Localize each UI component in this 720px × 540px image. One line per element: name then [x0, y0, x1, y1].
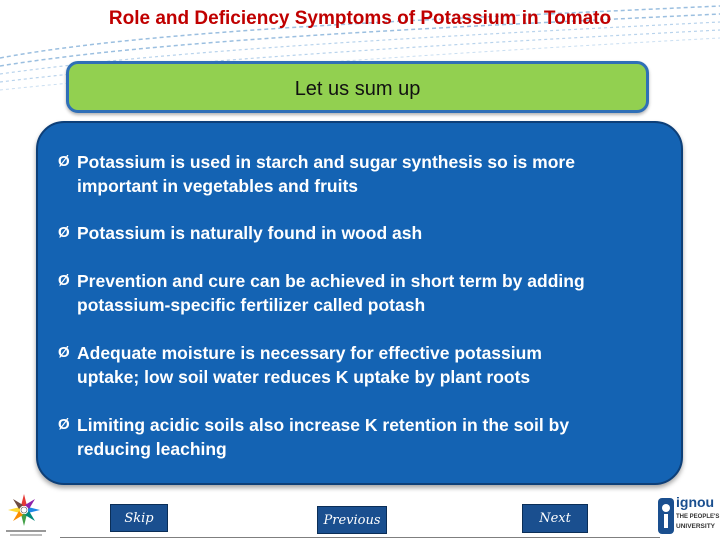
- summary-bullet: [58, 221, 678, 245]
- bullet-text-line: uptake; low soil water reduces K uptake by plant roots: [77, 367, 531, 387]
- arrow-bullet-icon: Ø: [58, 272, 70, 289]
- arrow-bullet-icon: Ø: [58, 416, 70, 433]
- bullet-text-line: reducing leaching: [77, 439, 227, 459]
- summary-bullet: [58, 150, 678, 198]
- bullet-text-line: Adequate moisture is necessary for effective potassium: [77, 343, 542, 363]
- next-button[interactable]: Next: [522, 504, 588, 533]
- page-title: Role and Deficiency Symptoms of Potassium in Tomato: [108, 8, 612, 29]
- institute-logo-icon: [0, 490, 56, 540]
- skip-button[interactable]: Skip: [110, 504, 168, 532]
- summary-heading: Let us sum up: [294, 77, 421, 100]
- arrow-bullet-icon: Ø: [58, 224, 70, 241]
- summary-bullet: [58, 269, 678, 317]
- ignou-logo: [654, 494, 720, 538]
- bullet-text-line: potassium-specific fertilizer called potash: [77, 295, 426, 315]
- summary-bullet: [58, 413, 678, 461]
- ignou-emblem-icon: [656, 496, 676, 536]
- previous-button[interactable]: Previous: [317, 506, 387, 534]
- bullet-text-line: important in vegetables and fruits: [77, 176, 359, 196]
- bullet-text-line: Potassium is used in starch and sugar synthesis so is more: [77, 152, 575, 172]
- bullet-text-line: Potassium is naturally found in wood ash: [77, 223, 423, 243]
- summary-heading-bar: [66, 61, 649, 113]
- logo-text-university: UNIVERSITY: [676, 523, 716, 530]
- bullet-text-line: Limiting acidic soils also increase K retention in the soil by: [77, 415, 570, 435]
- summary-bullet: [58, 341, 678, 389]
- summary-content-box: [36, 121, 683, 485]
- footer-divider: [60, 537, 660, 538]
- logo-text-peoples: THE PEOPLE'S: [676, 514, 720, 520]
- arrow-bullet-icon: Ø: [58, 153, 70, 170]
- bullet-text-line: Prevention and cure can be achieved in short term by adding: [77, 271, 585, 291]
- logo-text-ignou: ignou: [676, 494, 715, 510]
- arrow-bullet-icon: Ø: [58, 344, 70, 361]
